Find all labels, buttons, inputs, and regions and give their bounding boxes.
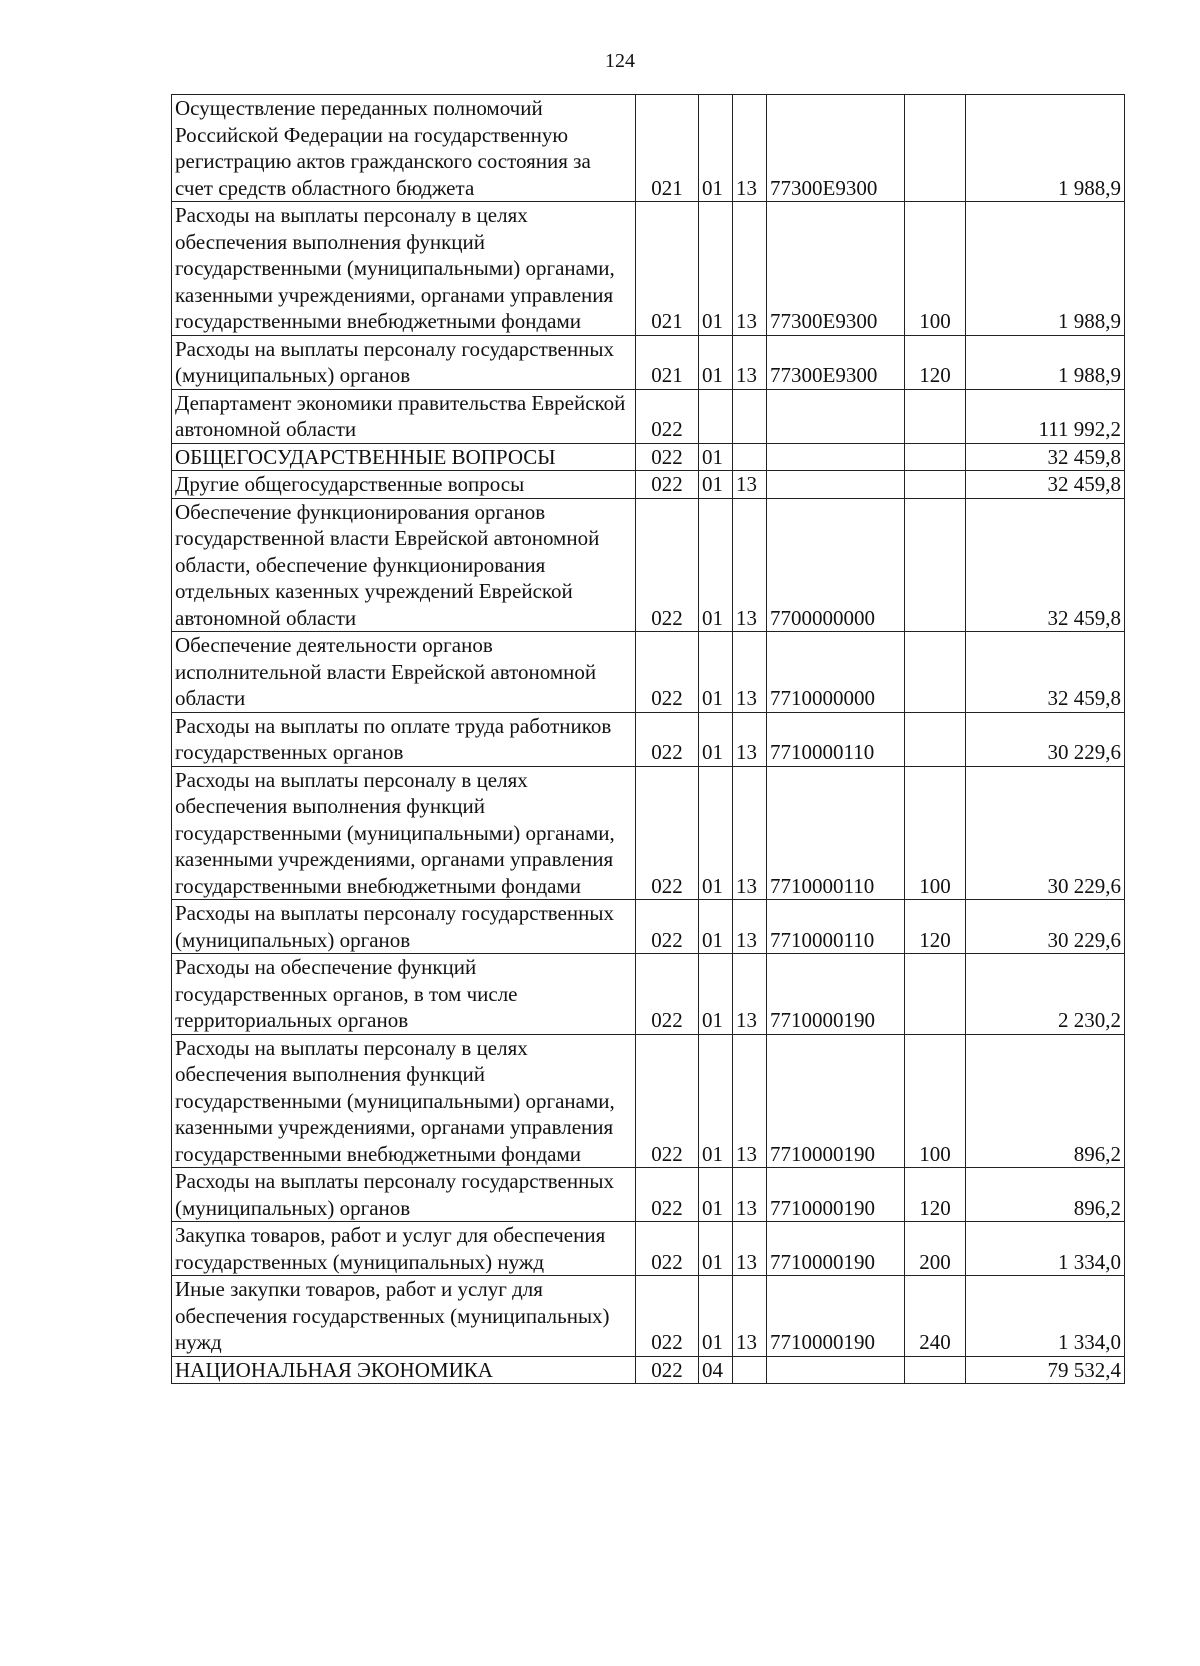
target-article-cell [767, 443, 905, 471]
subsection-code-cell: 13 [733, 632, 767, 713]
amount-cell: 30 229,6 [966, 766, 1125, 900]
table-row [172, 443, 1125, 471]
department-code-cell: 022 [636, 766, 699, 900]
row-name-cell: НАЦИОНАЛЬНАЯ ЭКОНОМИКА [172, 1356, 636, 1384]
expense-type-cell [905, 712, 966, 766]
expense-type-cell [905, 954, 966, 1035]
section-code-cell: 01 [699, 1276, 733, 1357]
subsection-code-cell [733, 389, 767, 443]
department-code-cell: 022 [636, 954, 699, 1035]
row-name-cell: Расходы на выплаты персоналу государственных (муниципальных) органов [172, 1168, 636, 1222]
section-code-cell: 01 [699, 498, 733, 632]
subsection-code-cell: 13 [733, 766, 767, 900]
table-row [172, 632, 1125, 713]
department-code-cell: 022 [636, 1356, 699, 1384]
subsection-code-cell: 13 [733, 1276, 767, 1357]
table-row [172, 335, 1125, 389]
target-article-cell: 7710000190 [767, 1168, 905, 1222]
table-row [172, 471, 1125, 499]
target-article-cell [767, 389, 905, 443]
amount-cell: 2 230,2 [966, 954, 1125, 1035]
target-article-cell: 7710000000 [767, 632, 905, 713]
amount-cell: 1 988,9 [966, 202, 1125, 336]
department-code-cell: 022 [636, 1222, 699, 1276]
row-name-cell: Департамент экономики правительства Еврейской автономной области [172, 389, 636, 443]
section-code-cell: 01 [699, 954, 733, 1035]
target-article-cell: 7710000190 [767, 954, 905, 1035]
department-code-cell: 021 [636, 95, 699, 202]
page-number: 124 [605, 50, 635, 72]
row-name-cell: Закупка товаров, работ и услуг для обеспечения государственных (муниципальных) нужд [172, 1222, 636, 1276]
expense-type-cell: 100 [905, 202, 966, 336]
target-article-cell: 7710000110 [767, 712, 905, 766]
table-row [172, 954, 1125, 1035]
amount-cell: 79 532,4 [966, 1356, 1125, 1384]
row-name-cell: Другие общегосударственные вопросы [172, 471, 636, 499]
amount-cell: 32 459,8 [966, 471, 1125, 499]
section-code-cell: 04 [699, 1356, 733, 1384]
department-code-cell: 022 [636, 443, 699, 471]
table-row [172, 712, 1125, 766]
department-code-cell: 022 [636, 1034, 699, 1168]
amount-cell: 896,2 [966, 1034, 1125, 1168]
target-article-cell [767, 1356, 905, 1384]
amount-cell: 1 334,0 [966, 1276, 1125, 1357]
row-name-cell: Обеспечение функционирования органов государственной власти Еврейской автономной области, обеспечение функционирования отдельных казенных учреждений Еврейской автономной области [172, 498, 636, 632]
row-name-cell: Расходы на выплаты персоналу в целях обеспечения выполнения функций государственными (муниципальными) органами, казенными учреждениями, органами управления государственными внебюджетными фондами [172, 202, 636, 336]
expense-type-cell [905, 498, 966, 632]
section-code-cell: 01 [699, 632, 733, 713]
subsection-code-cell: 13 [733, 471, 767, 499]
subsection-code-cell: 13 [733, 954, 767, 1035]
row-name-cell: Расходы на выплаты по оплате труда работников государственных органов [172, 712, 636, 766]
section-code-cell: 01 [699, 1222, 733, 1276]
row-name-cell: Расходы на выплаты персоналу в целях обеспечения выполнения функций государственными (муниципальными) органами, казенными учреждениями, органами управления государственными внебюджетными фондами [172, 1034, 636, 1168]
table-row [172, 389, 1125, 443]
department-code-cell: 022 [636, 1168, 699, 1222]
table-row [172, 95, 1125, 202]
subsection-code-cell: 13 [733, 900, 767, 954]
section-code-cell: 01 [699, 95, 733, 202]
expense-type-cell: 100 [905, 1034, 966, 1168]
row-name-cell: Обеспечение деятельности органов исполнительной власти Еврейской автономной области [172, 632, 636, 713]
amount-cell: 30 229,6 [966, 900, 1125, 954]
row-name-cell: Расходы на выплаты персоналу государственных (муниципальных) органов [172, 335, 636, 389]
section-code-cell: 01 [699, 471, 733, 499]
department-code-cell: 022 [636, 389, 699, 443]
target-article-cell: 7710000110 [767, 900, 905, 954]
subsection-code-cell: 13 [733, 1034, 767, 1168]
table-row [172, 1356, 1125, 1384]
row-name-cell: ОБЩЕГОСУДАРСТВЕННЫЕ ВОПРОСЫ [172, 443, 636, 471]
target-article-cell: 7700000000 [767, 498, 905, 632]
amount-cell: 1 988,9 [966, 335, 1125, 389]
department-code-cell: 022 [636, 498, 699, 632]
subsection-code-cell: 13 [733, 202, 767, 336]
expense-type-cell: 100 [905, 766, 966, 900]
row-name-cell: Расходы на обеспечение функций государственных органов, в том числе территориальных органов [172, 954, 636, 1035]
amount-cell: 32 459,8 [966, 632, 1125, 713]
expense-type-cell [905, 471, 966, 499]
department-code-cell: 022 [636, 900, 699, 954]
row-name-cell: Осуществление переданных полномочий Российской Федерации на государственную регистрацию актов гражданского состояния за счет средств областного бюджета [172, 95, 636, 202]
subsection-code-cell [733, 1356, 767, 1384]
table-row [172, 498, 1125, 632]
target-article-cell: 7710000110 [767, 766, 905, 900]
section-code-cell: 01 [699, 335, 733, 389]
target-article-cell: 7710000190 [767, 1034, 905, 1168]
subsection-code-cell: 13 [733, 498, 767, 632]
budget-table-body [172, 95, 1125, 1384]
expense-type-cell [905, 95, 966, 202]
expense-type-cell: 240 [905, 1276, 966, 1357]
section-code-cell: 01 [699, 766, 733, 900]
row-name-cell: Расходы на выплаты персоналу в целях обеспечения выполнения функций государственными (муниципальными) органами, казенными учреждениями, органами управления государственными внебюджетными фондами [172, 766, 636, 900]
subsection-code-cell: 13 [733, 95, 767, 202]
row-name-cell: Расходы на выплаты персоналу государственных (муниципальных) органов [172, 900, 636, 954]
table-row [172, 766, 1125, 900]
table-row [172, 900, 1125, 954]
expense-type-cell [905, 632, 966, 713]
department-code-cell: 021 [636, 202, 699, 336]
table-row [172, 202, 1125, 336]
department-code-cell: 022 [636, 471, 699, 499]
expense-type-cell [905, 1356, 966, 1384]
section-code-cell [699, 389, 733, 443]
table-row [172, 1168, 1125, 1222]
expense-type-cell [905, 443, 966, 471]
department-code-cell: 022 [636, 712, 699, 766]
department-code-cell: 021 [636, 335, 699, 389]
section-code-cell: 01 [699, 712, 733, 766]
target-article-cell: 77300E9300 [767, 95, 905, 202]
amount-cell: 111 992,2 [966, 389, 1125, 443]
amount-cell: 32 459,8 [966, 498, 1125, 632]
table-row [172, 1222, 1125, 1276]
section-code-cell: 01 [699, 1034, 733, 1168]
amount-cell: 32 459,8 [966, 443, 1125, 471]
subsection-code-cell: 13 [733, 335, 767, 389]
department-code-cell: 022 [636, 1276, 699, 1357]
target-article-cell: 77300E9300 [767, 202, 905, 336]
budget-table [171, 94, 1125, 1384]
row-name-cell: Иные закупки товаров, работ и услуг для обеспечения государственных (муниципальных) нужд [172, 1276, 636, 1357]
department-code-cell: 022 [636, 632, 699, 713]
subsection-code-cell: 13 [733, 1222, 767, 1276]
target-article-cell: 7710000190 [767, 1276, 905, 1357]
section-code-cell: 01 [699, 900, 733, 954]
subsection-code-cell [733, 443, 767, 471]
target-article-cell [767, 471, 905, 499]
expense-type-cell: 120 [905, 900, 966, 954]
amount-cell: 1 988,9 [966, 95, 1125, 202]
section-code-cell: 01 [699, 443, 733, 471]
amount-cell: 30 229,6 [966, 712, 1125, 766]
table-row [172, 1276, 1125, 1357]
table-row [172, 1034, 1125, 1168]
amount-cell: 1 334,0 [966, 1222, 1125, 1276]
subsection-code-cell: 13 [733, 712, 767, 766]
amount-cell: 896,2 [966, 1168, 1125, 1222]
subsection-code-cell: 13 [733, 1168, 767, 1222]
target-article-cell: 77300E9300 [767, 335, 905, 389]
section-code-cell: 01 [699, 1168, 733, 1222]
expense-type-cell [905, 389, 966, 443]
section-code-cell: 01 [699, 202, 733, 336]
expense-type-cell: 120 [905, 335, 966, 389]
expense-type-cell: 120 [905, 1168, 966, 1222]
expense-type-cell: 200 [905, 1222, 966, 1276]
target-article-cell: 7710000190 [767, 1222, 905, 1276]
